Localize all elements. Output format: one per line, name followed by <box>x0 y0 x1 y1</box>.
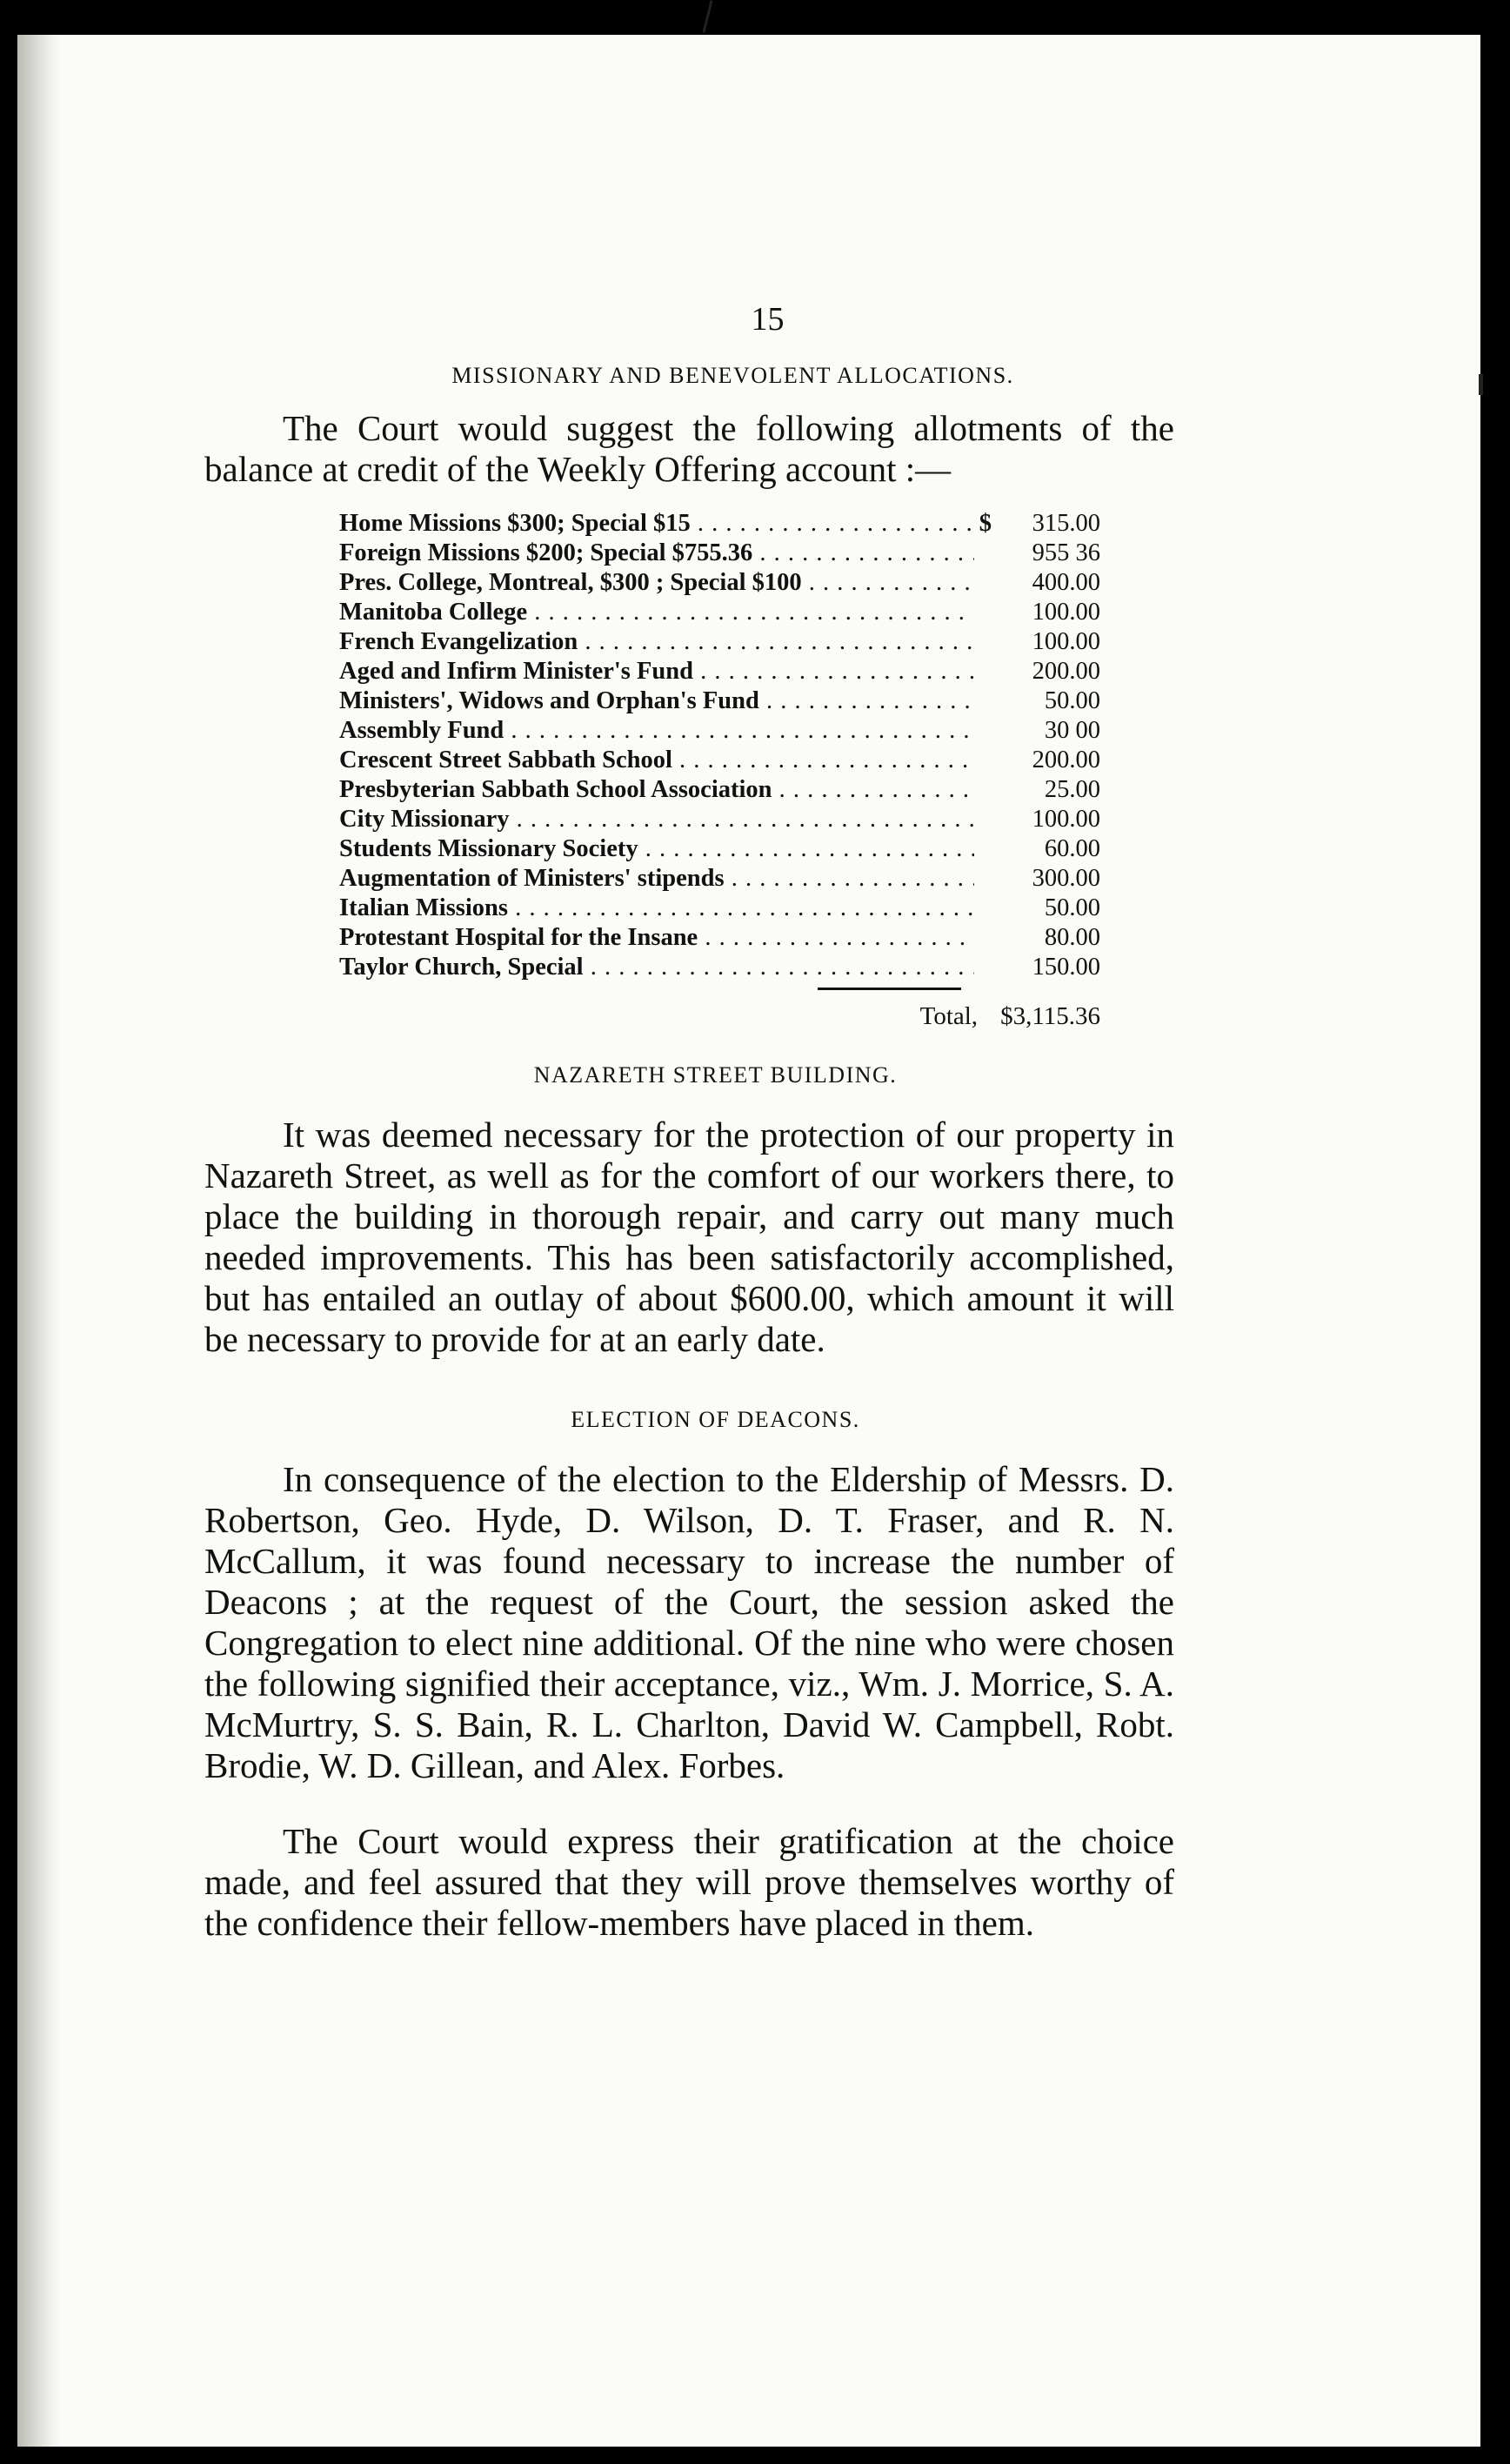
total-row <box>339 1002 1100 1031</box>
allocation-row <box>339 805 1100 834</box>
allocation-amount: 50.00 <box>1044 687 1100 714</box>
allocation-label: Crescent Street Sabbath School . . . <box>339 746 974 775</box>
allocation-label: Students Missionary Society . . . <box>339 834 974 864</box>
allocation-amount: 150.00 <box>1032 954 1100 981</box>
allocation-row <box>339 953 1100 982</box>
allocation-row <box>339 775 1100 805</box>
allocation-row <box>339 686 1100 716</box>
page-content <box>204 300 1174 1972</box>
total-amount: $3,115.36 <box>1000 1002 1100 1030</box>
allocation-amount: 100.00 <box>1032 599 1100 626</box>
allocation-label: Manitoba College . . . <box>339 598 974 627</box>
deacons-paragraph-1: In consequence of the election to the Eldership of Messrs. D. Robertson, Geo. Hyde, D. Wilson, D. T. Fraser, and R. N. McCallum, it was found necessary to increase the number of Deacons ; at the request of the Court, the session asked the Congregation to elect nine additional. Of the nine who were chosen the following signified their acceptance, viz., Wm. J. Morrice, S. A. McMurtry, S. S. Bain, R. L. Charlton, David W. Campbell, Robt. Brodie, W. D. Gillean, and Alex. Forbes. <box>204 1459 1174 1785</box>
total-label: Total, <box>919 1002 979 1030</box>
allocation-row <box>339 864 1100 894</box>
allocation-amount: 300.00 <box>1032 865 1100 892</box>
allocation-amount: 80.00 <box>1044 924 1100 951</box>
deacons-paragraph-2: The Court would express their gratification at the choice made, and feel assured that they will prove themselves worthy of the confidence their fellow-members have placed in them. <box>204 1821 1174 1943</box>
allocation-label: Foreign Missions $200; Special $755.36 . . . <box>339 539 974 568</box>
allocation-row <box>339 598 1100 627</box>
allocations-table <box>339 509 1100 982</box>
allocation-row <box>339 716 1100 746</box>
allocation-row <box>339 509 1100 539</box>
allocation-amount: 955 36 <box>1032 539 1100 566</box>
allocation-amount: 200.00 <box>1032 658 1100 685</box>
allocation-label: Pres. College, Montreal, $300 ; Special $100 . . . <box>339 568 974 598</box>
page-number: 15 <box>751 301 785 338</box>
total-rule <box>818 988 961 990</box>
allocation-row <box>339 894 1100 923</box>
allocation-row <box>339 568 1100 598</box>
allocation-row <box>339 627 1100 657</box>
allocation-label: French Evangelization . . . <box>339 627 974 657</box>
allocation-row <box>339 923 1100 953</box>
nazareth-heading: NAZARETH STREET BUILDING. <box>533 1062 898 1088</box>
allocation-row <box>339 539 1100 568</box>
allocation-label: Aged and Infirm Minister's Fund . . . <box>339 657 974 686</box>
allocation-row <box>339 834 1100 864</box>
allocation-currency: $ <box>979 510 992 537</box>
allocation-row <box>339 657 1100 686</box>
nazareth-paragraph: It was deemed necessary for the protection of our property in Nazareth Street, as well as for the comfort of our workers there, to place the building in thorough repair, and carry out many much needed improvements. This has been satisfactorily accomplished, but has entailed an outlay of about $600.00, which amount it will be necessary to provide for at an early date. <box>204 1115 1174 1359</box>
allocation-amount: 200.00 <box>1032 747 1100 773</box>
scan-mark-right <box>1479 374 1483 395</box>
allocation-amount: 30 00 <box>1044 717 1100 744</box>
allocation-label: Taylor Church, Special . . . <box>339 953 974 982</box>
allocation-label: Presbyterian Sabbath School Association . . . <box>339 775 974 805</box>
allocation-label: City Missionary . . . <box>339 805 974 834</box>
allocation-amount: 315.00 <box>1032 510 1100 537</box>
allocation-label: Italian Missions . . . <box>339 894 974 923</box>
allocation-amount: 100.00 <box>1032 806 1100 833</box>
allocation-amount: 50.00 <box>1044 894 1100 921</box>
missionary-heading: MISSIONARY AND BENEVOLENT ALLOCATIONS. <box>451 363 1014 388</box>
allocation-row <box>339 746 1100 775</box>
scan-mark-top <box>702 0 712 33</box>
allocation-label: Augmentation of Ministers' stipends . . . <box>339 864 974 894</box>
allocation-amount: 25.00 <box>1044 776 1100 803</box>
allocation-label: Assembly Fund . . . <box>339 716 974 746</box>
page-gutter-shadow <box>17 35 61 2447</box>
allocation-amount: 100.00 <box>1032 628 1100 655</box>
deacons-heading: ELECTION OF DEACONS. <box>571 1407 860 1432</box>
allocation-label: Protestant Hospital for the Insane . . . <box>339 923 974 953</box>
allocation-label: Ministers', Widows and Orphan's Fund . . . <box>339 686 974 716</box>
allocation-amount: 60.00 <box>1044 835 1100 862</box>
allocation-amount: 400.00 <box>1032 569 1100 596</box>
allocation-label: Home Missions $300; Special $15 . . . <box>339 509 974 539</box>
missionary-intro: The Court would suggest the following allotments of the balance at credit of the Weekly Offering account :— <box>204 408 1174 489</box>
